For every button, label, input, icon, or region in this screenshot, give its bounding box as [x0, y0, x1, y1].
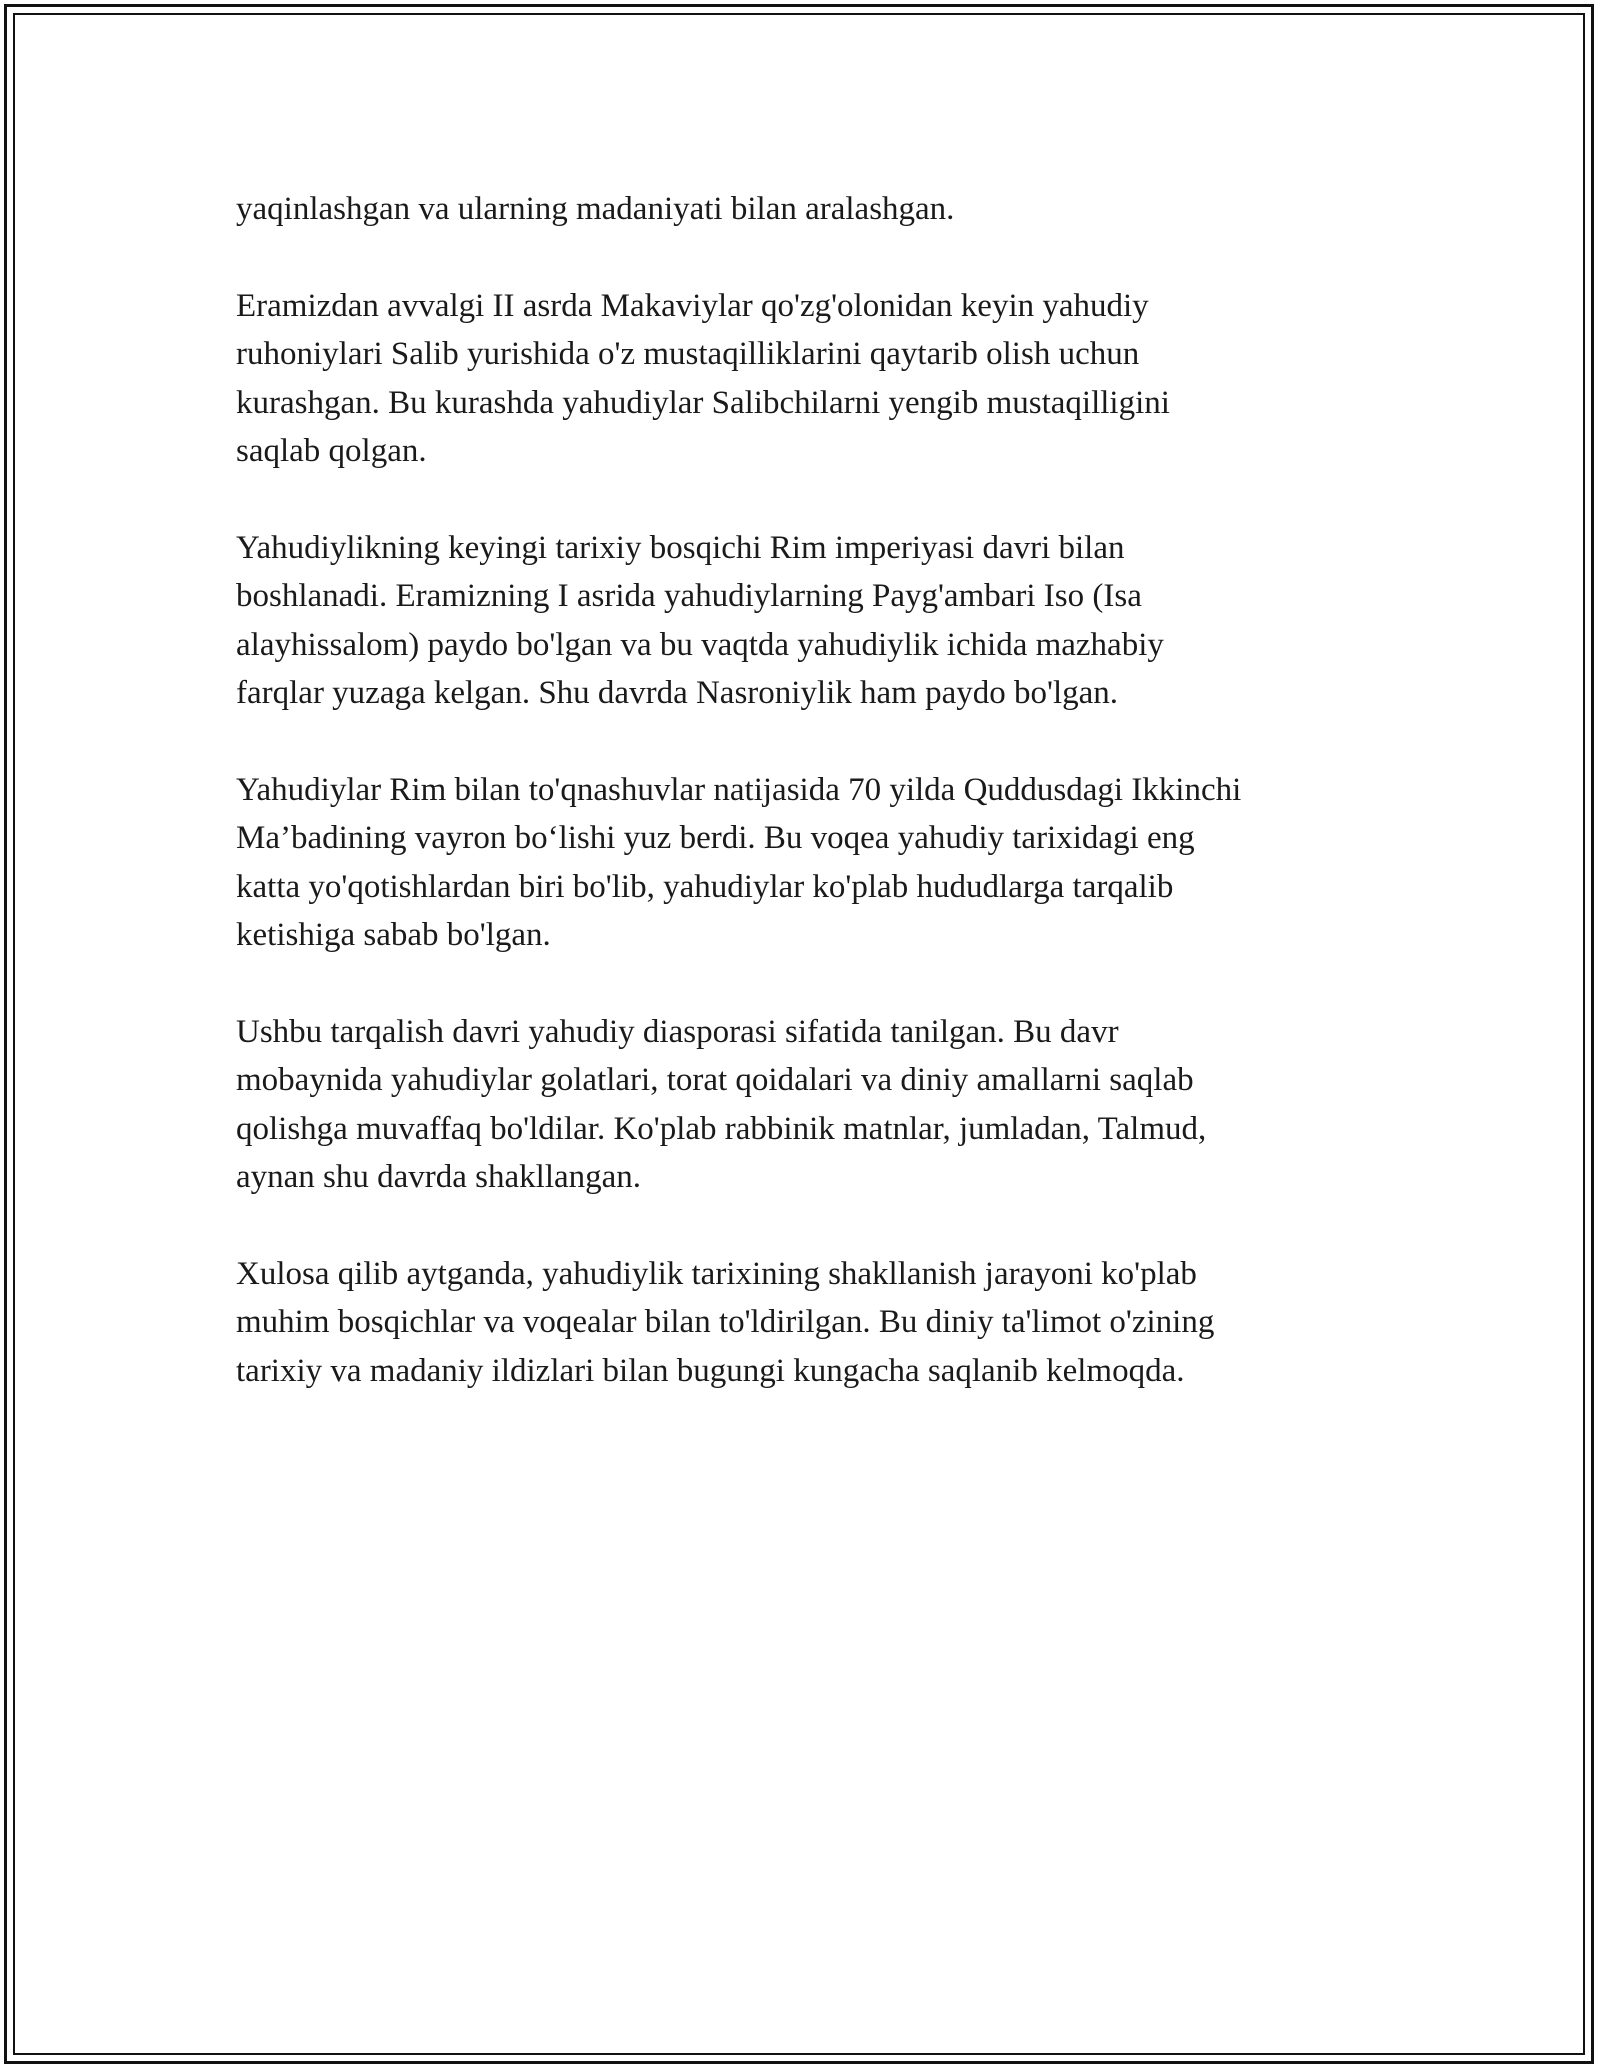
paragraph-3: Yahudiylikning keyingi tarixiy bosqichi Rim imperiyasi davri bilan boshlanadi. Eramizning I asrida yahudiylarning Payg'ambari Iso (Isa alayhissalom) paydo bo'lgan va bu vaqtda yahudiylik ichida mazhabiy farqlar yuzaga kelgan. Shu davrda Nasroniylik ham paydo bo'lgan. — [236, 529, 1164, 711]
document-body — [236, 185, 1396, 1443]
paragraph-5: Ushbu tarqalish davri yahudiy diasporasi sifatida tanilgan. Bu davr mobaynida yahudiylar golatlari, torat qoidalari va diniy amallarni saqlab qolishga muvaffaq bo'ldilar. Ko'plab rabbinik matnlar, jumladan, Talmud, aynan shu davrda shakllangan. — [236, 1013, 1207, 1195]
paragraph-2: Eramizdan avvalgi II asrda Makaviylar qo'zg'olonidan keyin yahudiy ruhoniylari Salib yurishida o'z mustaqilliklarini qaytarib olish uchun kurashgan. Bu kurashda yahudiylar Salibchilarni yengib mustaqilligini saqlab qolgan. — [236, 287, 1170, 469]
paragraph-1: yaqinlashgan va ularning madaniyati bilan aralashgan. — [236, 191, 955, 227]
paragraph-4: Yahudiylar Rim bilan to'qnashuvlar natijasida 70 yilda Quddusdagi Ikkinchi Ma’badining vayron bo‘lishi yuz berdi. Bu voqea yahudiy tarixidagi eng katta yo'qotishlardan biri bo'lib, yahudiylar ko'plab hududlarga tarqalib ketishiga sabab bo'lgan. — [236, 771, 1242, 953]
paragraph-6: Xulosa qilib aytganda, yahudiylik tarixining shakllanish jarayoni ko'plab muhim bosqichlar va voqealar bilan to'ldirilgan. Bu diniy ta'limot o'zining tarixiy va madaniy ildizlari bilan bugungi kungacha saqlanib kelmoqda. — [236, 1255, 1215, 1389]
